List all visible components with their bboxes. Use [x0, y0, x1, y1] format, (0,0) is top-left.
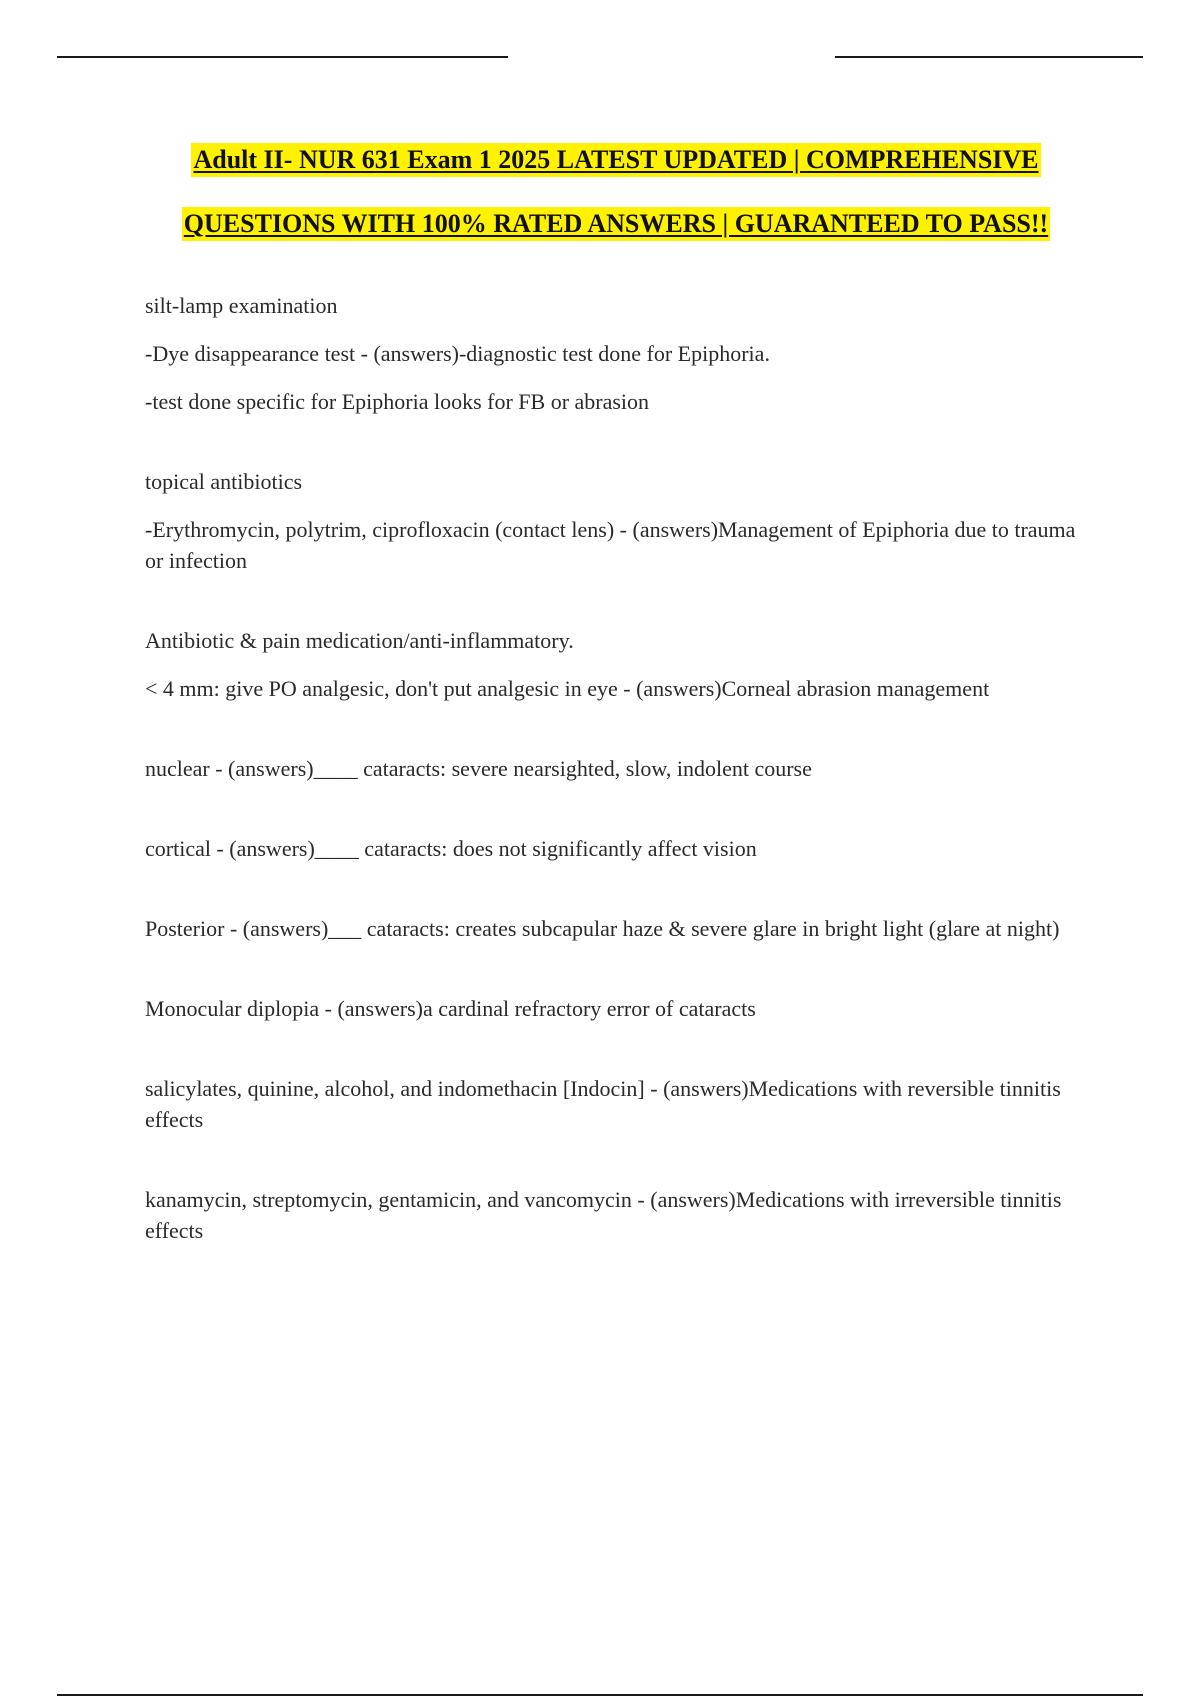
- qa-entry: [145, 993, 1090, 1024]
- qa-entry: [145, 466, 1090, 576]
- title-line-2: QUESTIONS WITH 100% RATED ANSWERS | GUARANTEED TO PASS!!: [182, 207, 1050, 241]
- entry-line: < 4 mm: give PO analgesic, don't put analgesic in eye - (answers)Corneal abrasion management: [145, 676, 990, 701]
- entry-line: topical antibiotics: [145, 469, 303, 494]
- qa-entry: [145, 625, 1090, 704]
- entry-line: kanamycin, streptomycin, gentamicin, and vancomycin - (answers)Medications with irreversible tinnitis effects: [145, 1187, 1062, 1243]
- entry-line: Antibiotic & pain medication/anti-inflammatory.: [145, 628, 574, 653]
- qa-entry: [145, 1184, 1090, 1246]
- qa-entry: [145, 290, 1090, 417]
- entry-line: Monocular diplopia - (answers)a cardinal refractory error of cataracts: [145, 996, 756, 1021]
- question-answer-list: [145, 290, 1090, 1263]
- entry-line: cortical - (answers)____ cataracts: does not significantly affect vision: [145, 836, 757, 861]
- entry-line: -Dye disappearance test - (answers)-diagnostic test done for Epiphoria.: [145, 341, 770, 366]
- entry-line: Posterior - (answers)___ cataracts: creates subcapular haze & severe glare in bright light (glare at night): [145, 916, 1060, 941]
- footer-rule: [57, 1694, 1143, 1696]
- qa-entry: [145, 833, 1090, 864]
- entry-line: -test done specific for Epiphoria looks for FB or abrasion: [145, 389, 650, 414]
- qa-entry: [145, 1073, 1090, 1135]
- header-rule-left: [57, 56, 508, 58]
- entry-line: nuclear - (answers)____ cataracts: severe nearsighted, slow, indolent course: [145, 756, 812, 781]
- header-rule-right: [835, 56, 1143, 58]
- entry-line: silt-lamp examination: [145, 293, 338, 318]
- title-line-1: Adult II- NUR 631 Exam 1 2025 LATEST UPDATED | COMPREHENSIVE: [191, 143, 1040, 177]
- entry-line: salicylates, quinine, alcohol, and indomethacin [Indocin] - (answers)Medications with reversible tinnitis effects: [145, 1076, 1061, 1132]
- qa-entry: [145, 913, 1090, 944]
- entry-line: -Erythromycin, polytrim, ciprofloxacin (contact lens) - (answers)Management of Epiphoria due to trauma or infection: [145, 517, 1076, 573]
- document-title: [0, 143, 1200, 241]
- qa-entry: [145, 753, 1090, 784]
